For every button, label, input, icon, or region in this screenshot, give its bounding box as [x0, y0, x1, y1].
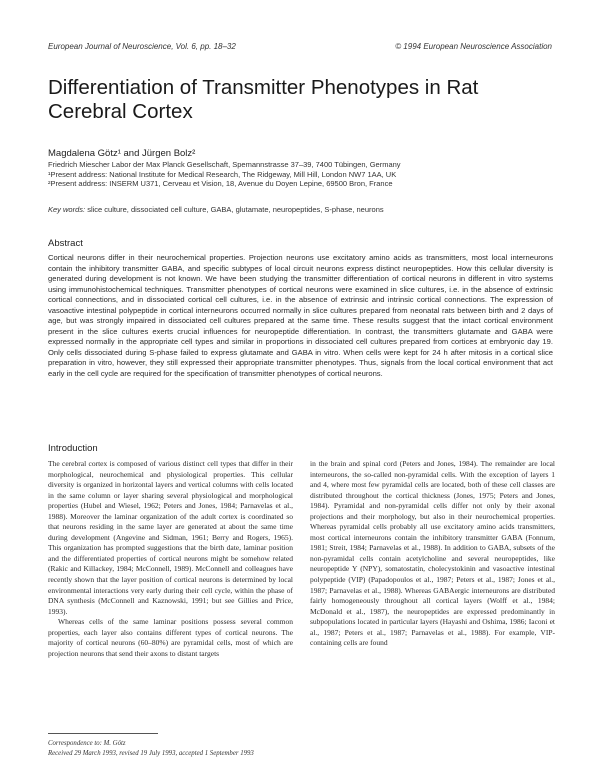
correspondence-note: Correspondence to: M. Götz: [48, 740, 126, 747]
affiliation-present-2: ²Present address: INSERM U371, Cerveau et Vision, 18, Avenue du Doyen Lepine, 69500 Bron, France: [48, 179, 393, 188]
body-paragraph: The cerebral cortex is composed of various distinct cell types that differ in their morphological, neurochemical and physiological properties. This cellular diversity is organized in horizontal layers and vertical columns with cells located in the same column or layer sharing several physiological and morphological properties (Hubel and Wiesel, 1962; Peters and Jones, 1984; Parnavelas et al., 1988). Moreover the laminar organization of the adult cortex is coordinated so that neurons residing in the same layer are generated at about the same time during development (Angevine and Sidman, 1961; Berry and Rogers, 1965). This organization has prompted suggestions that the birth date, laminar position and the differentiated properties of cortical neurons might be somehow related (Rakic and Killackey, 1984; McConnell, 1989). McConnell and colleagues have recently shown that the layer position of cortical neurons is determined by local environmental interactions very early during their cell cycle, within the phase of DNA synthesis (McConnell and Kaznowski, 1991; but see Gillies and Price, 1993).: [48, 459, 293, 616]
affiliation-present-1: ¹Present address: National Institute for Medical Research, The Ridgeway, Mill Hill, London NW7 1AA, UK: [48, 169, 397, 179]
abstract-body: Cortical neurons differ in their neurochemical properties. Projection neurons use excitatory amino acids as transmitters, most local interneurons contain the inhibitory transmitter GABA, and specific subtypes of local circuit neurons express distinct neuropeptides. How this cellular diversity is generated during development is not known. We have been studying the transmitter differentiation of cortical neurons in different in vitro systems using immunohistochemical techniques. Transmitter phenotypes of cortical neurons were examined in slice cultures, i.e. in the absence of extrinsic cortical connections, and in dissociated cortical cell cultures, i.e. in the absence of extrinsic and intrinsic cortical connections. The expression of vasoactive intestinal polypeptide in cortical interneurons occurred normally in slice cultures prepared from neonatal rats between birth and 2 days of age, but was strongly impaired in dissociated cell cultures prepared at the same time. These results suggest that the intact cortical environment present in the slice cultures exerts crucial influences for neuropeptide differentiation. In contrast, the transmitters glutamate and GABA were expressed normally in the appropriate cell types and similar in proportions in dissociated cell cultures prepared from cortices at embryonic day 19. Only cells dissociated during S-phase failed to express glutamate and GABA in vitro. When cells were kept for 24 h after mitosis in a cortical slice preparation in vitro, however, they still expressed their appropriate transmitter phenotypes. Thus, signals from the local cortical environment that act early in the cell cycle are required for the specification of transmitter phenotypes of cortical neurons.: [48, 253, 553, 379]
body-column-right: [310, 459, 555, 649]
affiliation-primary: Friedrich Miescher Labor der Max Planck Gesellschaft, Spemannstrasse 37–39, 7400 Tübingen, Germany: [48, 160, 401, 169]
body-paragraph: in the brain and spinal cord (Peters and Jones, 1984). The remainder are local interneurons, the so-called non-pyramidal cells. With the exception of layers 1 and 4, where most few pyramidal cells are located, both of these cell classes are distributed throughout the cortical thickness (Jones, 1975; Peters and Jones, 1984). Pyramidal and non-pyramidal cells differ not only by their axonal projections and their morphology, but also in their neurochemical properties. Whereas pyramidal cells probably all use excitatory amino acids transmitters, most cortical interneurons contain the inhibitory transmitter GABA (Fonnum, 1981; Streit, 1984; Parnavelas et al., 1988). In addition to GABA, subsets of the non-pyramidal cells contain acetylcholine and several neuropeptides, like neuropeptide Y (NPY), somatostatin, cholecystokinin and vasoactive intestinal polypeptide (VIP) (Papadopoulos et al., 1987; Peters et al., 1987; Jones et al., 1987; Parnavelas et al., 1988). Whereas GABAergic interneurons are distributed fairly homogeneously throughout all cortical layers (Wolff et al., 1984; McDonald et al., 1987), the neuropeptides are expressed predominantly in subpopulations located in particular layers (Hayashi and Oshima, 1986; Iaconi et al., 1987; Peters et al., 1987; Parnavelas et al., 1988). For example, VIP-containing cells are found: [310, 459, 555, 648]
keywords-text: slice culture, dissociated cell culture, GABA, glutamate, neuropeptides, S-phase, neurons: [87, 205, 384, 214]
footnote-divider: [48, 733, 158, 734]
introduction-heading: Introduction: [48, 443, 98, 454]
received-dates: Received 29 March 1993, revised 19 July 1993, accepted 1 September 1993: [48, 750, 254, 757]
footnotes: [48, 739, 548, 759]
affiliations: [48, 160, 558, 189]
body-column-left: [48, 459, 293, 659]
copyright-notice: © 1994 European Neuroscience Association: [395, 42, 552, 51]
keywords-label: Key words:: [48, 205, 86, 214]
abstract-heading: Abstract: [48, 238, 83, 249]
keywords: [48, 205, 558, 214]
article-title: Differentiation of Transmitter Phenotypes in Rat Cerebral Cortex: [48, 76, 479, 123]
journal-citation: European Journal of Neuroscience, Vol. 6, pp. 18–32: [48, 42, 236, 51]
running-head: [48, 42, 552, 51]
body-paragraph: Whereas cells of the same laminar positions possess several common properties, each layer also contains different types of cortical neurons. The majority of cortical neurons (60–80%) are pyramidal cells, most of which are projection neurons that send their axons to distant targets: [48, 617, 293, 658]
author-line: Magdalena Götz¹ and Jürgen Bolz²: [48, 148, 196, 159]
